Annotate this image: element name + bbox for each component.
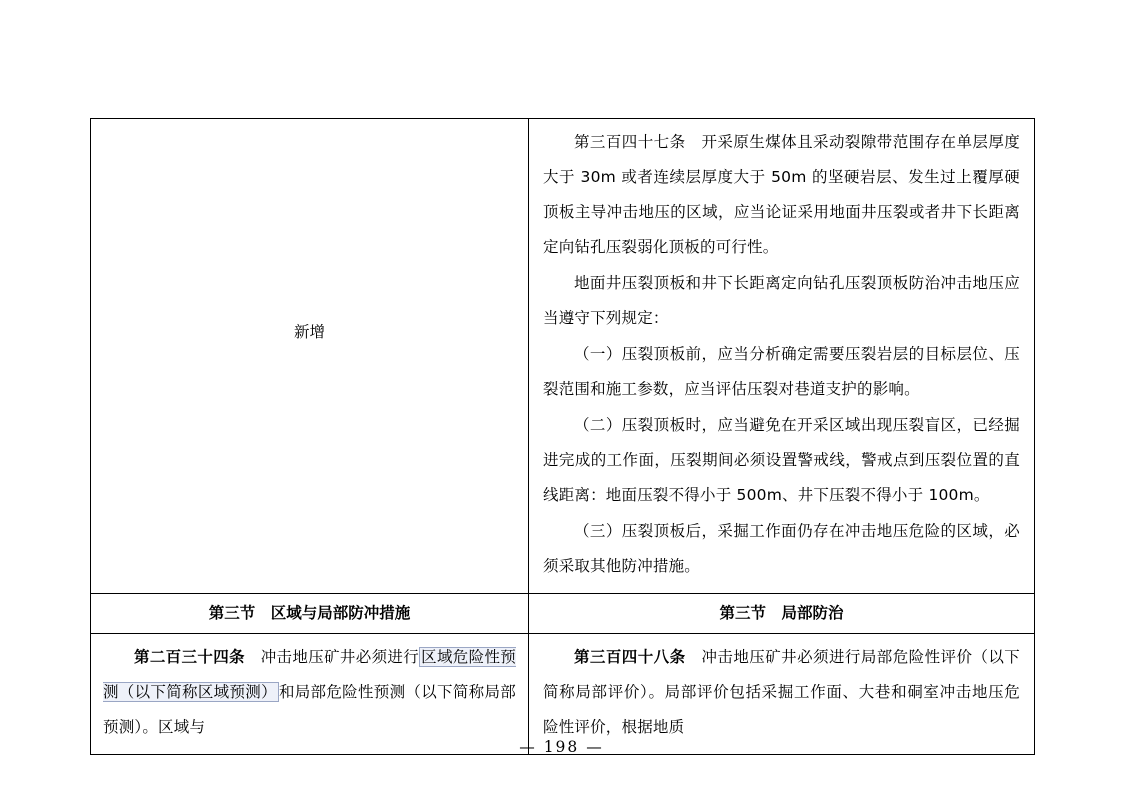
table-cell-right-section-heading xyxy=(529,594,1035,634)
paragraph-left-article-234 xyxy=(103,640,516,745)
article-lead-text: 冲击地压矿井必须进行 xyxy=(260,648,420,666)
table-row xyxy=(91,119,1035,594)
page-number: — 198 — xyxy=(519,738,604,756)
paragraph: 第三百四十七条 开采原生煤体且采动裂隙带范围存在单层厚度大于 30m 或者连续层厚度大于 50m 的坚硬岩层、发生过上覆厚硬顶板主导冲击地压的区域，应当论证采用地面井压裂或者井下长距离定向钻孔压裂弱化顶板的可行性。 xyxy=(543,133,1020,256)
article-label: 第三百四十八条 xyxy=(574,648,686,666)
paragraph: （三）压裂顶板后，采掘工作面仍存在冲击地压危险的区域，必须采取其他防冲措施。 xyxy=(543,522,1020,575)
article-text: 冲击地压矿井必须进行局部危险性评价（以下简称局部评价）。局部评价包括采掘工作面、大巷和硐室冲击地压危险性评价，根据地质 xyxy=(543,648,1020,736)
highlighted-text: 区域危险性预测（以下简称区域预测） xyxy=(103,648,516,701)
table-cell-right-article-348 xyxy=(529,634,1035,755)
paragraph: （二）压裂顶板时，应当避免在开采区域出现压裂盲区，已经掘进完成的工作面，压裂期间必须设置警戒线，警戒点到压裂位置的直线距离：地面压裂不得小于 500m、井下压裂不得小于 100m。 xyxy=(543,416,1020,504)
table-cell-left-section-heading xyxy=(91,594,529,634)
comparison-table xyxy=(90,118,1035,755)
new-label: 新增 xyxy=(293,323,325,341)
table-cell-left-new xyxy=(91,119,529,594)
article-label: 第二百三十四条 xyxy=(134,648,245,666)
article-tail-text: 和局部危险性预测（以下简称局部预测）。区域与 xyxy=(103,683,516,736)
table-row xyxy=(91,634,1035,755)
table-row xyxy=(91,594,1035,634)
table-cell-right-article-347 xyxy=(529,119,1035,594)
paragraph: （一）压裂顶板前，应当分析确定需要压裂岩层的目标层位、压裂范围和施工参数，应当评估压裂对巷道支护的影响。 xyxy=(543,345,1020,398)
section-heading-right: 第三节 局部防治 xyxy=(719,604,844,622)
paragraph-right-article-348 xyxy=(543,640,1020,745)
section-heading-left: 第三节 区域与局部防冲措施 xyxy=(208,604,411,622)
paragraph: 地面井压裂顶板和井下长距离定向钻孔压裂顶板防治冲击地压应当遵守下列规定： xyxy=(543,274,1020,327)
table-cell-left-article-234 xyxy=(91,634,529,755)
